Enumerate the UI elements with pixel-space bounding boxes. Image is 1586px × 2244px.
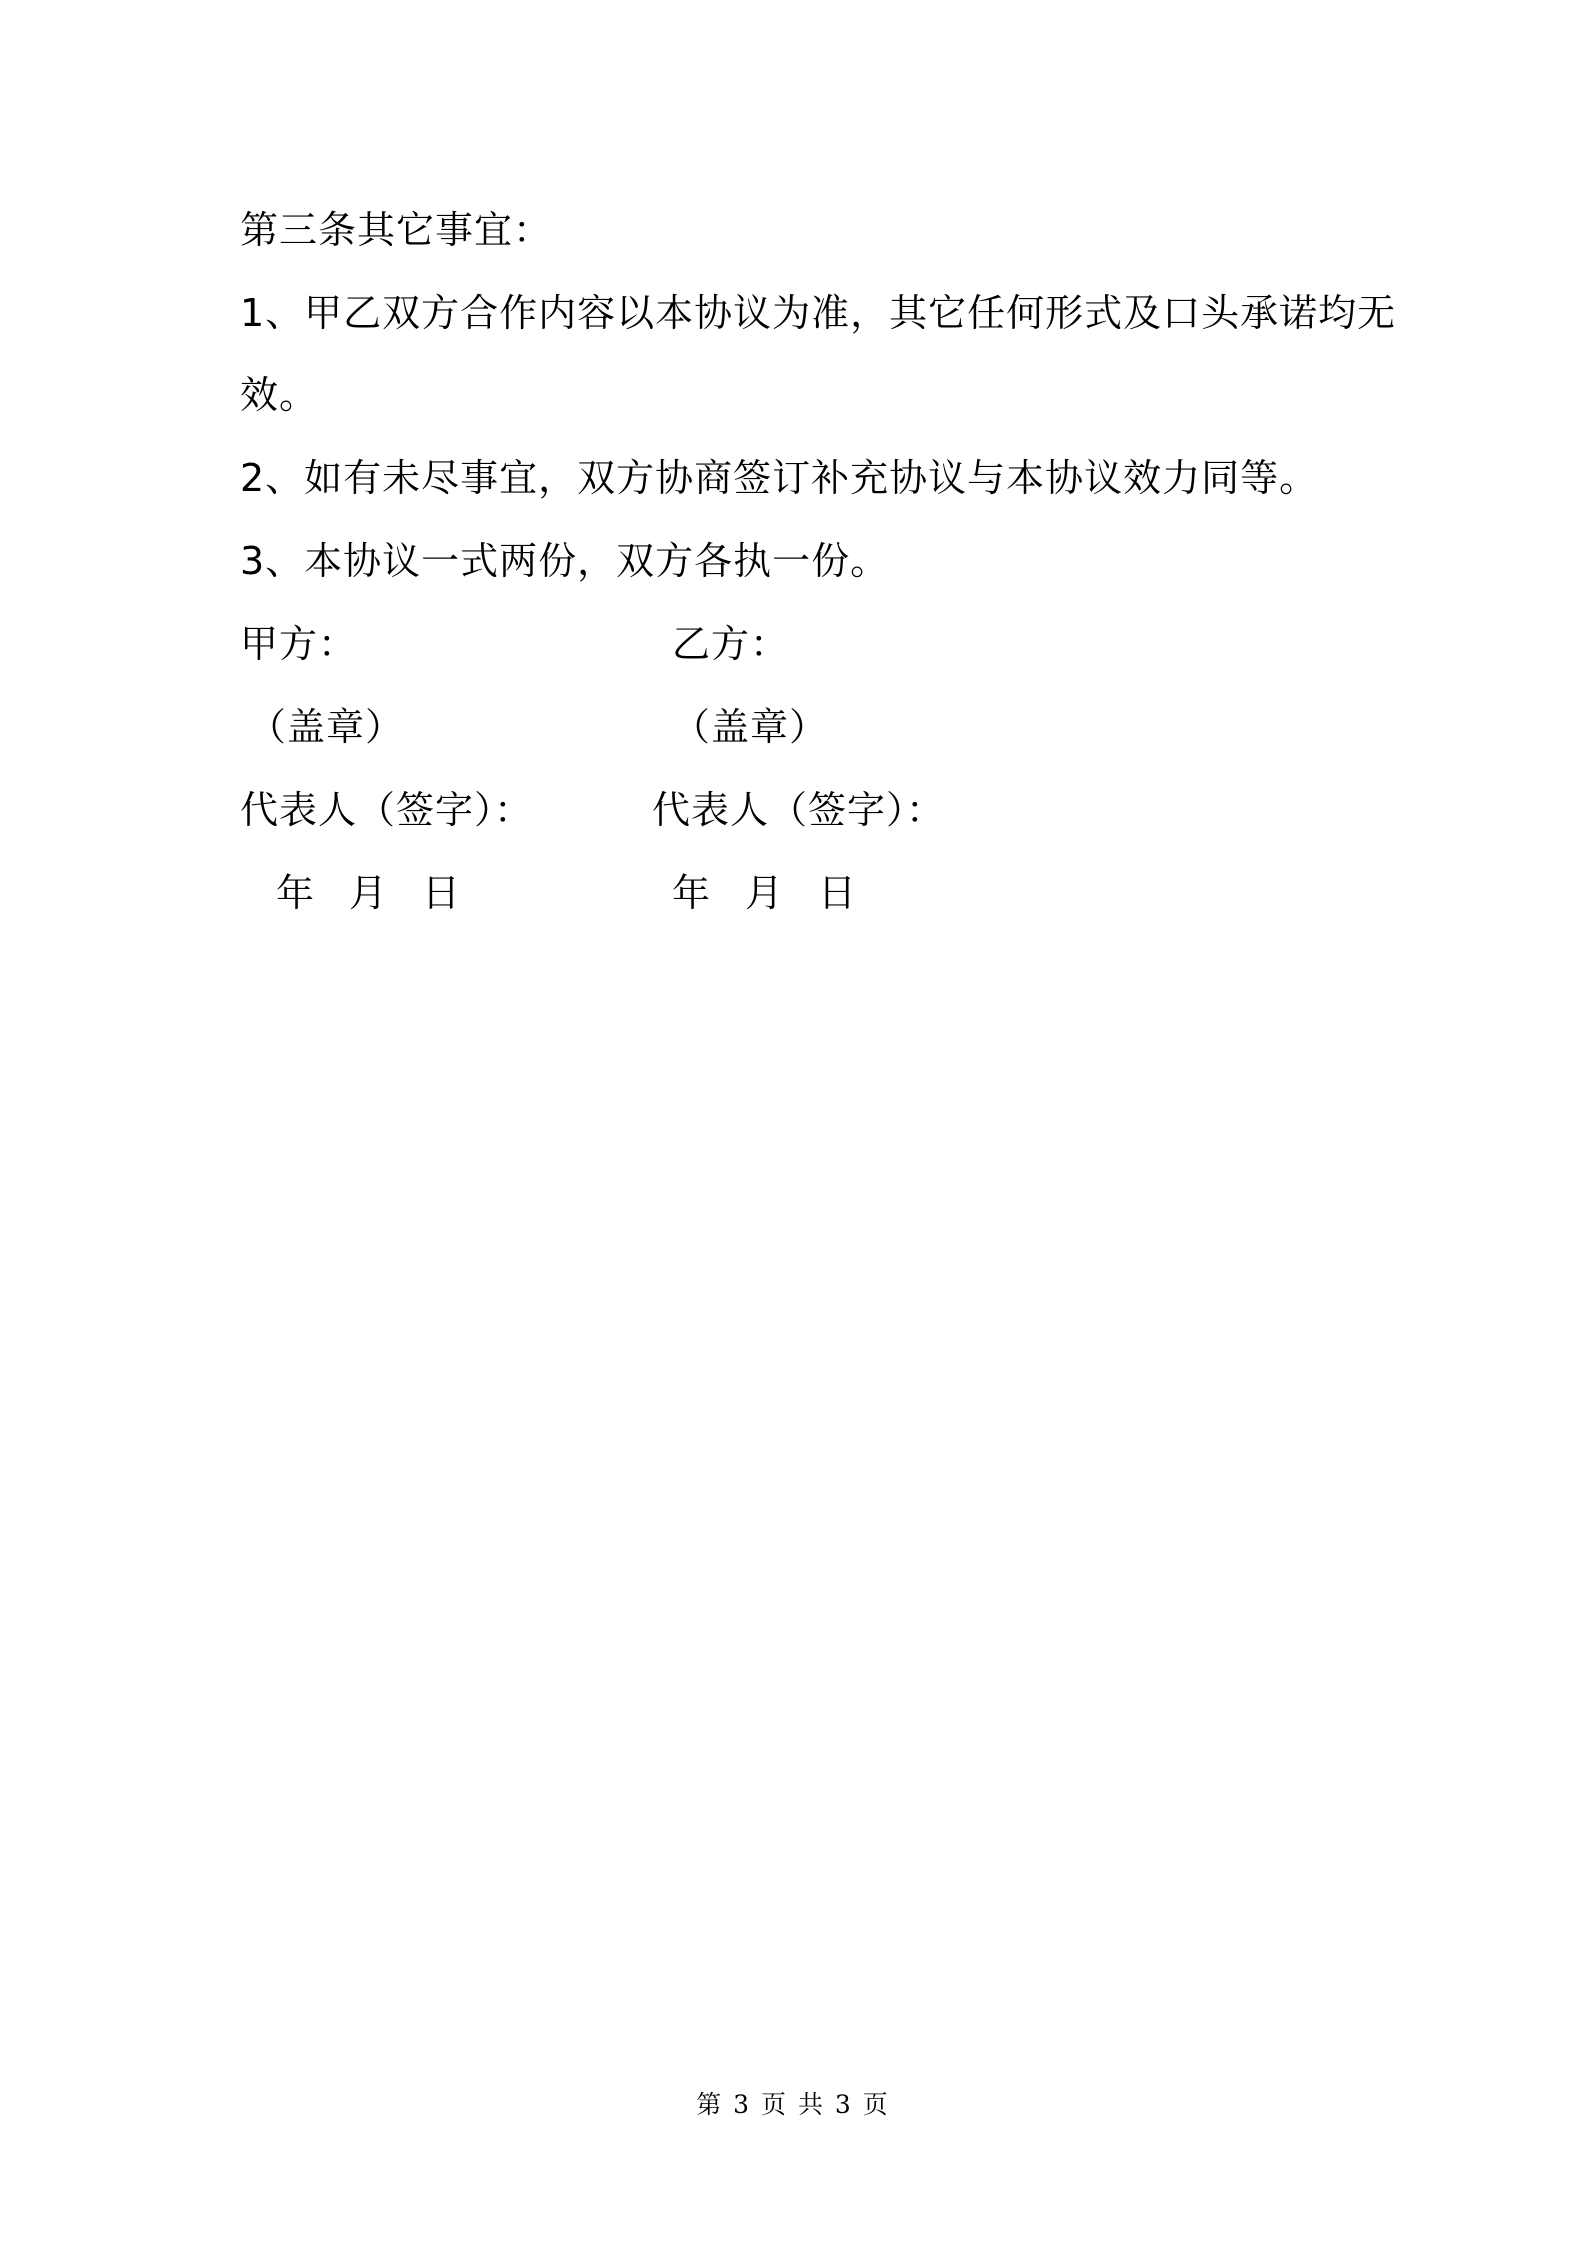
signature-block-party-b [652, 619, 1072, 949]
clause-2: 2、如有未尽事宜，双方协商签订补充协议与本协议效力同等。 [240, 456, 1319, 500]
party-a-date [276, 868, 461, 918]
party-a-seal: （盖章） [248, 705, 405, 749]
party-a-representative: 代表人（签字）： [240, 788, 534, 832]
party-b-year: 年 [672, 871, 712, 915]
party-b-label: 乙方： [672, 622, 790, 666]
clause-1-line-1: 1、甲乙双方合作内容以本协议为准，其它任何形式及口头承诺均无 [240, 291, 1397, 335]
party-b-date [672, 868, 857, 918]
signature-block-party-a [240, 619, 660, 949]
page-footer: 第 3 页 共 3 页 [696, 2090, 890, 2119]
party-a-label: 甲方： [240, 622, 358, 666]
party-a-year: 年 [276, 871, 316, 915]
party-b-month: 月 [745, 871, 785, 915]
article-heading: 第三条其它事宜： [240, 208, 553, 252]
clause-3: 3、本协议一式两份，双方各执一份。 [240, 539, 890, 583]
party-b-representative: 代表人（签字）： [652, 788, 946, 832]
party-a-month: 月 [349, 871, 389, 915]
clause-1-line-2: 效。 [240, 373, 319, 417]
party-a-day: 日 [422, 871, 462, 915]
party-b-seal: （盖章） [672, 705, 829, 749]
party-b-day: 日 [818, 871, 858, 915]
